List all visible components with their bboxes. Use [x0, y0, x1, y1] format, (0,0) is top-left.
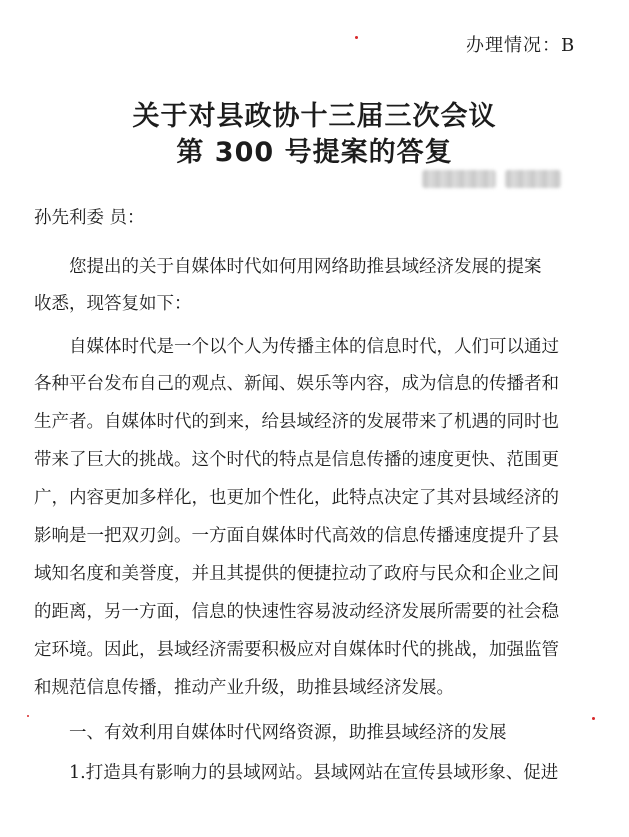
paragraph-line: 各种平台发布自己的观点、新闻、娱乐等内容，成为信息的传播者和	[34, 374, 559, 394]
scan-speck	[355, 36, 358, 39]
handling-status-label: 办理情况：	[466, 35, 561, 56]
document-title-line-1: 关于对县政协十三届三次会议	[132, 101, 497, 132]
paragraph-line: 广，内容更加多样化，也更加个性化，此特点决定了其对县域经济的	[34, 488, 559, 508]
section-item: 1.打造具有影响力的县域网站。县域网站在宣传县域形象、促进	[69, 763, 559, 783]
paragraph-line: 的距离，另一方面，信息的快速性容易波动经济发展所需要的社会稳	[34, 602, 559, 622]
paragraph-line: 您提出的关于自媒体时代如何用网络助推县域经济发展的提案	[69, 257, 542, 277]
section-heading: 一、有效利用自媒体时代网络资源，助推县域经济的发展	[69, 723, 507, 743]
paragraph-line: 定环境。因此，县域经济需要积极应对自媒体时代的挑战，加强监管	[34, 640, 559, 660]
scan-speck	[592, 717, 595, 720]
document-title-line-2: 第 300 号提案的答复	[176, 137, 453, 168]
paragraph-line: 和规范信息传播，推动产业升级，助推县域经济发展。	[34, 678, 454, 698]
scan-speck	[27, 715, 29, 717]
salutation: 孙先利委 员：	[34, 208, 145, 228]
paragraph-line: 收悉，现答复如下：	[34, 294, 192, 314]
paragraph-line: 带来了巨大的挑战。这个时代的特点是信息传播的速度更快、范围更	[34, 450, 559, 470]
redacted-block	[505, 170, 561, 188]
paragraph-line: 生产者。自媒体时代的到来，给县域经济的发展带来了机遇的同时也	[34, 412, 559, 432]
paragraph-line: 域知名度和美誉度，并且其提供的便捷拉动了政府与民众和企业之间	[34, 564, 559, 584]
paragraph-line: 影响是一把双刃剑。一方面自媒体时代高效的信息传播速度提升了县	[34, 526, 559, 546]
handling-status	[466, 31, 575, 57]
redacted-block	[422, 170, 496, 188]
handling-status-value: B	[561, 35, 576, 56]
paragraph-line: 自媒体时代是一个以个人为传播主体的信息时代，人们可以通过	[69, 337, 559, 357]
